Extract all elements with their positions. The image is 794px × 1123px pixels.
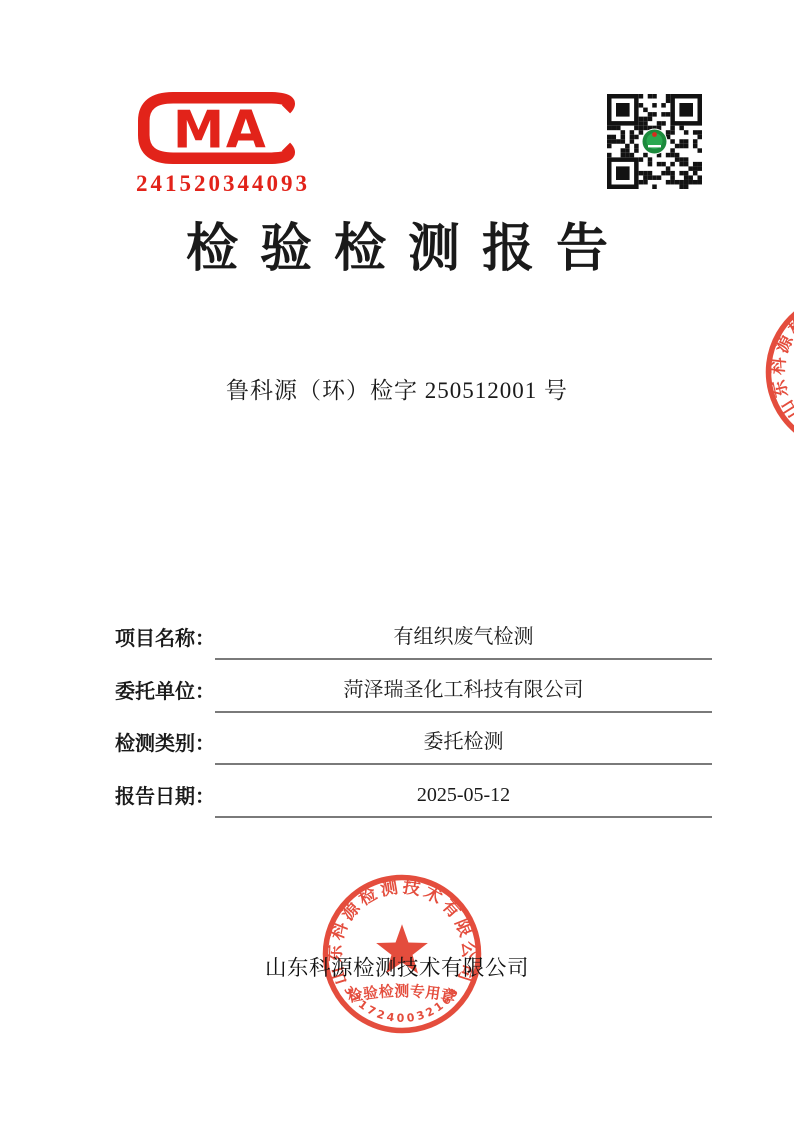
fields-section [115, 608, 712, 818]
field-value: 2025-05-12 [215, 784, 712, 818]
field-row-client [115, 660, 712, 712]
field-value: 菏泽瑞圣化工科技有限公司 [215, 673, 712, 713]
field-label: 委托单位： [115, 680, 215, 703]
cma-approval-number: 241520344093 [136, 171, 310, 196]
field-row-test-type [115, 713, 712, 765]
field-value: 委托检测 [215, 725, 712, 765]
report-title: 检验检测报告 [185, 221, 630, 278]
field-value: 有组织废气检测 [215, 620, 712, 660]
company-name: 山东科源检测技术有限公司 [264, 956, 529, 980]
field-label: 检测类别： [115, 733, 215, 756]
field-label: 项目名称： [115, 628, 215, 651]
qr-code-icon [607, 94, 702, 189]
field-label: 报告日期： [115, 785, 215, 808]
qr-center-emblem [642, 129, 668, 155]
report-number: 鲁科源（环）检字 250512001 号 [226, 378, 568, 403]
cma-mark-block [133, 88, 313, 197]
field-row-report-date [115, 765, 712, 817]
cma-mark-letters: MA [172, 100, 268, 161]
field-row-project-name [115, 608, 712, 660]
cma-logo-icon [133, 88, 311, 168]
